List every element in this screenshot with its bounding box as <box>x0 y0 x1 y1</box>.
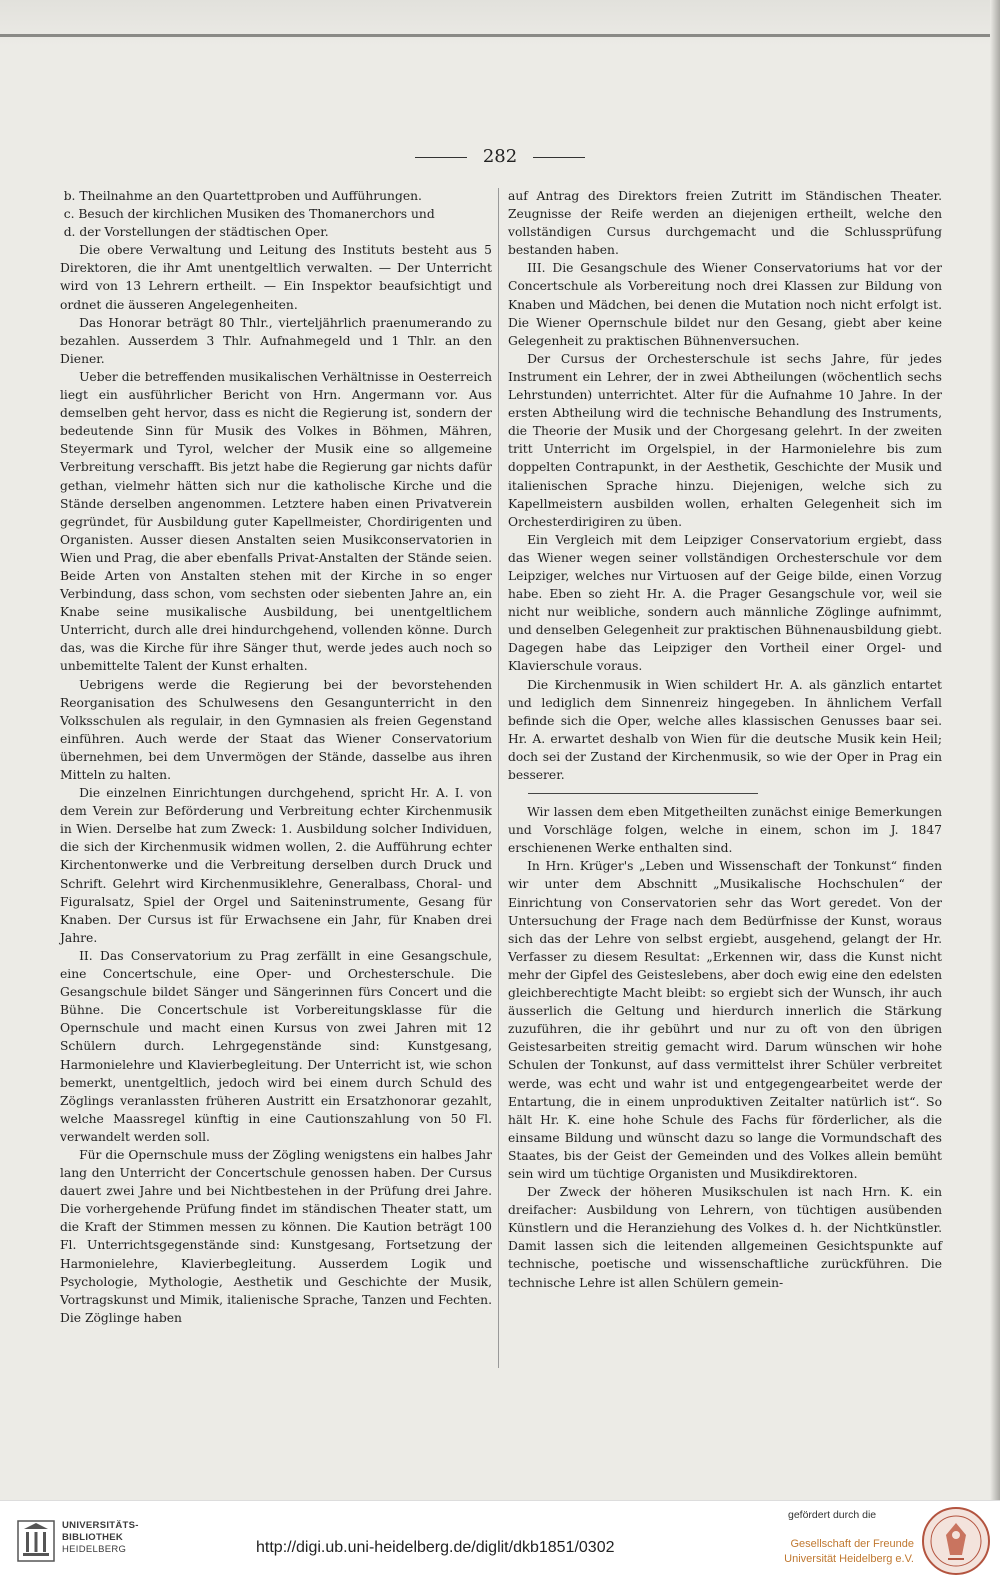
paragraph: Das Honorar beträgt 80 Thlr., vierteljährlich praenumerando zu bezahlen. Ausserdem 3 Thlr. Aufnahmegeld und 1 Thlr. an den Diener. <box>60 315 492 366</box>
page-right-shadow <box>990 0 1000 1500</box>
right-column <box>508 187 942 1292</box>
left-column <box>60 187 492 1327</box>
paragraph: In Hrn. Krüger's „Leben und Wissenschaft der Tonkunst“ finden wir unter dem Abschnitt „Musikalische Hochschulen“ der Einrichtung von Conservatorien sehr das Wort geredet. Von der Untersuchung der Frage nach dem Bedürfnisse der Kunst, woraus sich das der Lehre von selbst ergiebt, ausgehend, gelangt der Hr. Verfasser zu diesem Resultat: „Erkennen wir, dass die Kunst nicht mehr der Gipfel des Geisteslebens, aber doch ewig eine den edelsten gleichberechtigte Macht bleibt: so ergiebt sich der Wunsch, ihr auch äusserlich die Geltung und hierdurch innerlich die Stärkung zuzuführen, die ihr gebührt und nur zu oft von den übrigen Geistesarbeiten streitig gemacht wird. Darum wünschen wir hohe Schulen der Tonkunst, auf dass vermittelst ihrer Schüler verbreitet werde, was echt und wahr ist und entgegengearbeitet werde der Entartung, die in einem unproduktiven Zeitalter natürlich ist“. So hält Hr. K. eine hohe Schule des Fachs für förderlicher, als die einsame Bildung und wünscht dazu so lange die Vormundschaft des Staates, bis der Geist der Gemeinden und des Volkes allein bemüht sein wird um tüchtige Organisten und Musikdirektoren. <box>508 859 942 1181</box>
paragraph: Für die Opernschule muss der Zögling wenigstens ein halbes Jahr lang den Unterricht der Concertschule genossen haben. Der Cursus dauert zwei Jahre und bei Nichtbestehen in der Prüfung drei Jahre. Die vorhergehende Prüfung findet im ständischen Theater statt, um die Kraft der Stimmen messen zu können. Die Kaution beträgt 100 Fl. Unterrichtsgegenstände sind: Kunstgesang, Fortsetzung der Harmonielehre, Klavierbegleitung. Ausserdem Logik und Psychologie, Mythologie, Aesthetik und Geschichte der Musik, Vortragskunst und Mimik, italienische Sprache, Tanzen und Fechten. Die Zöglinge haben <box>60 1147 492 1325</box>
paragraph: Wir lassen dem eben Mitgetheilten zunächst einige Bemerkungen und Vorschläge folgen, welche in einem, schon im J. 1847 erschienenen Werke enthalten sind. <box>508 805 942 856</box>
paragraph: auf Antrag des Direktors freien Zutritt im Ständischen Theater. Zeugnisse der Reife werden an diejenigen ertheilt, welche den vollständigen Cursus durchgemacht und die Schlussprüfung bestanden haben. <box>508 189 942 258</box>
library-name-line: HEIDELBERG <box>62 1544 127 1555</box>
page-edge-line <box>0 34 1000 37</box>
list-item: d. der Vorstellungen der städtischen Oper. <box>63 225 329 240</box>
page-number <box>0 146 1000 167</box>
permalink-url[interactable]: http://digi.ub.uni-heidelberg.de/diglit/dkb1851/0302 <box>256 1539 615 1556</box>
section-divider <box>528 793 758 794</box>
paragraph: Der Zweck der höheren Musikschulen ist nach Hrn. K. ein dreifacher: Ausbildung von Lehrern, von tüchtigen ausübenden Künstlern und die Heranziehung des Volkes d. h. der Nichtkünstler. Damit lassen sich die leitenden allgemeinen Gesichtspunkte auf technische, poetische und wissenschaftliche zurückführen. Die technische Lehre ist allen Schülern gemein- <box>508 1185 942 1290</box>
sponsor-label: gefördert durch die <box>788 1509 877 1521</box>
paragraph: II. Das Conservatorium zu Prag zerfällt in eine Gesangschule, eine Concertschule, eine Oper- und Orchesterschule. Die Gesangschule bildet Sänger und Sängerinnen fürs Concert und die Bühne. Die Concertschule ist Vorbereitungsklasse für die Opernschule und macht einen Kursus von zwei Jahren mit 12 Schülern durch. Lehrgegenstände sind: Kunstgesang, Harmonielehre und Klavierbegleitung. Der Unterricht ist, wie schon bemerkt, unentgeltlich, jedoch wird bei einem durch Schuld des Zöglings veranlassten früheren Austritt ein Ersatzhonorar gezahlt, welche Maassregel künftig in eine Cautionszahlung von 50 Fl. verwandelt werden soll. <box>60 948 492 1144</box>
library-name-line: BIBLIOTHEK <box>62 1532 124 1543</box>
university-seal-icon <box>920 1505 992 1577</box>
paragraph: Der Cursus der Orchesterschule ist sechs Jahre, für jedes Instrument ein Lehrer, der in zwei Abtheilungen (wöchentlich sechs Lehrstunden) unterrichtet. Alter für die Aufnahme 10 Jahre. In der ersten Abtheilung wird die technische Behandlung des Instruments, die Theorie der Musik und der Chorgesang gelehrt. In der zweiten tritt Unterricht im Orgelspiel, in der Harmonielehre bis zum doppelten Contrapunkt, in der Aesthetik, Geschichte der Musik und italienischen Sprache hinzu. Diejenigen, welche sich zu Kapellmeistern ausbilden wollen, erhalten Gelegenheit sich im Orchesterdirigiren zu üben. <box>508 351 942 529</box>
viewer-footer <box>0 1500 1000 1581</box>
list-item: c. Besuch der kirchlichen Musiken des Thomanerchors und <box>63 207 435 222</box>
paragraph: Die obere Verwaltung und Leitung des Instituts besteht aus 5 Direktoren, die ihr Amt unentgeltlich verwalten. — Der Unterricht wird von 13 Lehrern ertheilt. — Ein Inspektor beaufsichtigt und ordnet die äusseren Angelegenheiten. <box>60 243 492 312</box>
library-name-line: UNIVERSITÄTS- <box>62 1520 139 1531</box>
page-top-edge <box>0 0 1000 46</box>
list-item: b. Theilnahme an den Quartettproben und Aufführungen. <box>63 189 422 203</box>
university-library-logo-icon <box>16 1519 56 1563</box>
paragraph: Die Kirchenmusik in Wien schildert Hr. A. als gänzlich entartet und lediglich dem Sinnenreiz hingegeben. In ähnlichem Verfall befinde sich die Oper, welche alles klassischen Genusses baar sei. Hr. A. erwartet deshalb von Wien für die deutsche Musik kein Heil; doch sei der Zustand der Kirchenmusik, so wie der Oper in Prag ein besserer. <box>508 677 942 782</box>
paragraph: Ueber die betreffenden musikalischen Verhältnisse in Oesterreich liegt ein ausführlicher Bericht von Hrn. Angermann vor. Aus demselben geht hervor, dass es nicht die Regierung ist, sondern der bedeutende Sinn für Musik des Volkes in Böhmen, Mähren, Steyermark und Tyrol, welcher der Musik eine so allgemeine Verbreitung verschafft. Bis jetzt habe die Regierung gar nichts dafür gethan, vielmehr hätten sich nur die katholische Kirche und die Stände derselben angenommen. Letztere haben einen Privatverein gegründet, für Ausbildung guter Kapellmeister, Chordirigenten und Organisten. Ausser diesen Anstalten seien Musikconservatorien in Wien und Prag, die aber ebenfalls Privat-Anstalten der Stände seien. Beide Arten von Anstalten stehen mit der Kirche in so enger Verbindung, dass schon, vom sechsten oder siebenten Jahre an, ein Knabe seine musikalische Ausbildung, bei unentgeltlichem Unterricht, durch alle drei hindurchgehend, vollenden könne. Durch das, was die Kirche für ihre Sänger thut, werde jedes auch noch so unbemittelte Talent der Kunst erhalten. <box>60 369 492 674</box>
page-number-rule-left <box>415 157 467 158</box>
sponsor-name-line: Universität Heidelberg e.V. <box>784 1553 914 1565</box>
paragraph: Die einzelnen Einrichtungen durchgehend, spricht Hr. A. I. von dem Verein zur Beförderung und Verbreitung echter Kirchenmusik in Wien. Derselbe hat zum Zweck: 1. Ausbildung solcher Individuen, die sich der Kirchenmusik widmen wollen, 2. die Aufführung echter Kirchentonwerke und die Verbreitung derselben durch Druck und Schrift. Gelehrt wird Kirchenmusiklehre, Generalbass, Choral- und Figuralsatz, Spiel der Orgel und Saiteninstrumente, Gesang für Knaben. Der Cursus ist für Erwachsene ein Jahr, für Knaben drei Jahre. <box>60 786 492 945</box>
sponsor-name <box>774 1537 914 1567</box>
library-name <box>62 1520 139 1556</box>
page-number-value: 282 <box>482 146 518 167</box>
paragraph: Uebrigens werde die Regierung bei der bevorstehenden Reorganisation des Schulwesens den Gesangunterricht in den Volksschulen als regulair, in den Gymnasien als freien Gegenstand einführen. Auch werde der Staat das Wiener Conservatorium übernehmen, bei dem Unvermögen der Stände, dasselbe aus ihren Mitteln zu halten. <box>60 677 492 782</box>
page-number-rule-right <box>533 157 585 158</box>
sponsor-name-line: Gesellschaft der Freunde <box>790 1538 914 1550</box>
paragraph: Ein Vergleich mit dem Leipziger Conservatorium ergiebt, dass das Wiener wegen seiner vollständigen Orchesterschule vor dem Leipziger, welches nur Virtuosen auf der Geige bilde, einen Vorzug habe. Eben so zieht Hr. A. die Prager Gesangschule vor, weil sie nicht nur weibliche, sondern auch männliche Zöglinge aufnimmt, und denselben Gelegenheit zur praktischen Bühnenausbildung giebt. Dagegen habe das Leipziger den Vortheil einer Orgel- und Klavierschule voraus. <box>508 532 942 674</box>
column-divider <box>498 188 499 1368</box>
paragraph: III. Die Gesangschule des Wiener Conservatoriums hat vor der Concertschule als Vorbereitung noch drei Klassen zur Bildung von Knaben und Mädchen, bei denen die Mutation noch nicht erfolgt ist. Die Wiener Opernschule bildet nur den Gesang, giebt aber keine Gelegenheit zu praktischen Bühnenversuchen. <box>508 261 942 348</box>
